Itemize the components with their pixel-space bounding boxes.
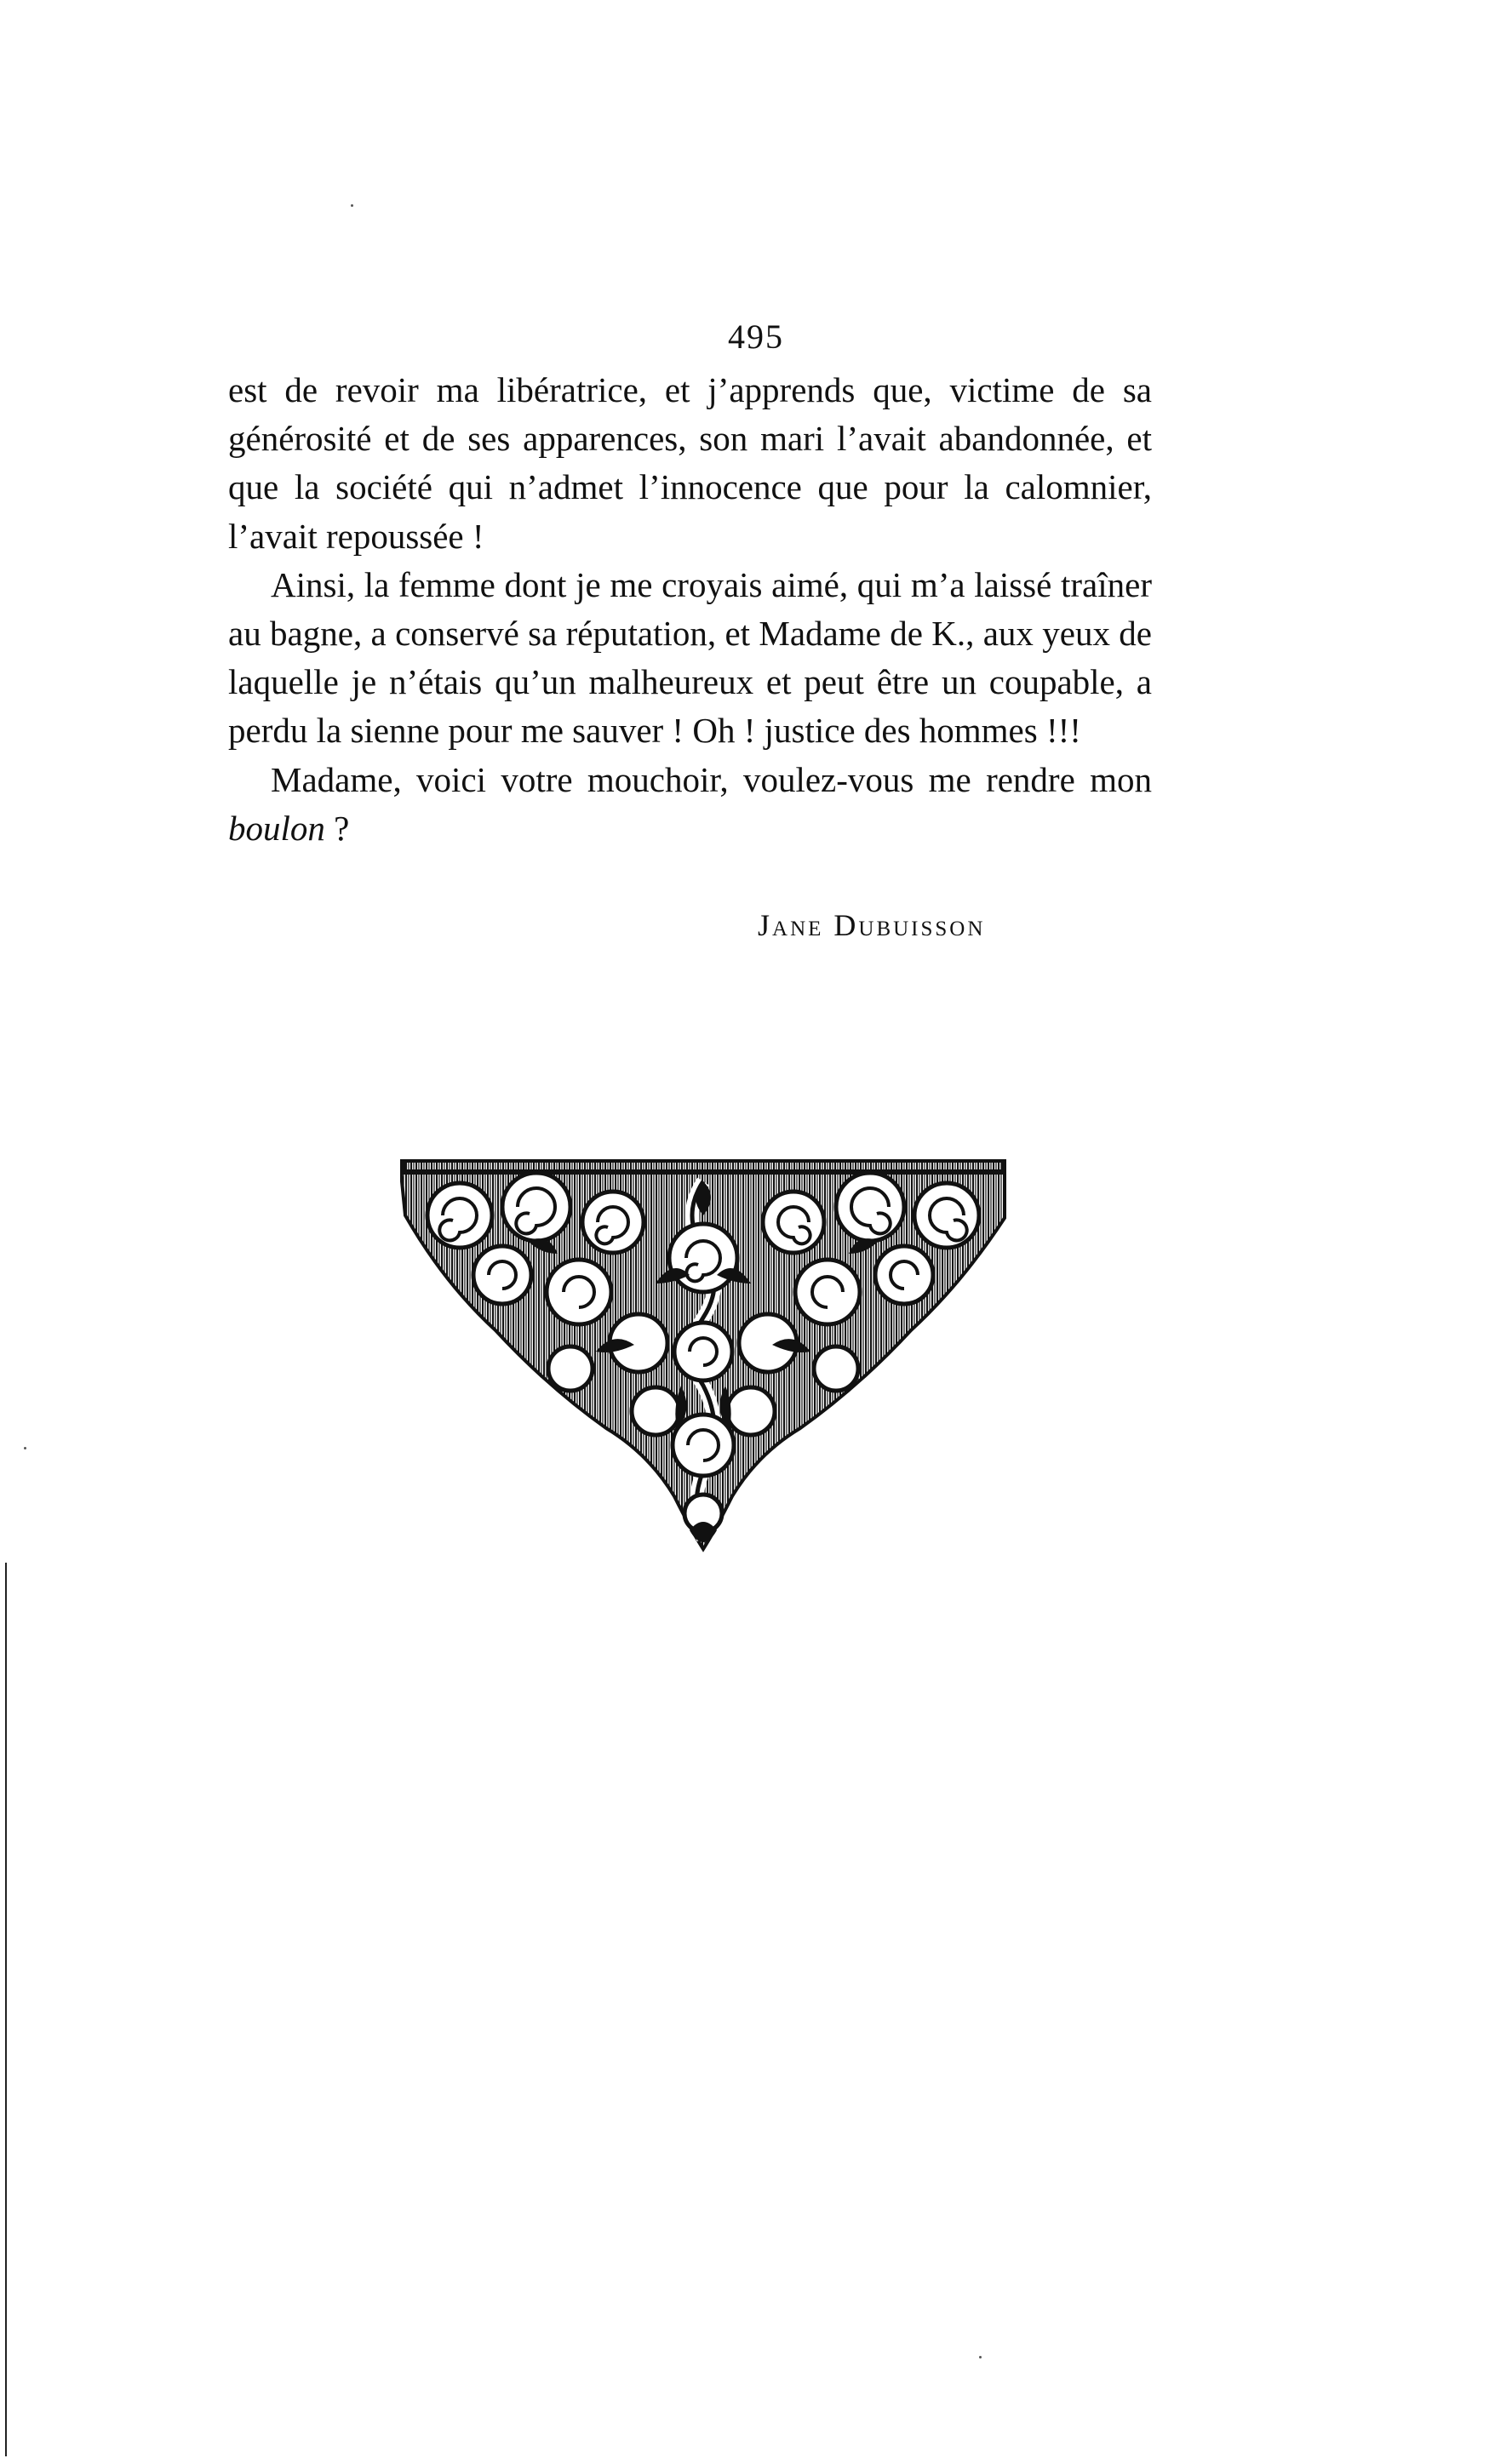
scan-speck bbox=[24, 1447, 26, 1449]
closing-punctuation: ? bbox=[324, 808, 350, 848]
italic-word: boulon bbox=[228, 808, 325, 848]
author-signature: Jane Dubuisson bbox=[758, 908, 986, 942]
body-text bbox=[228, 366, 1152, 853]
scan-edge-line bbox=[5, 1563, 7, 2456]
arabesque-tailpiece-ornament-icon bbox=[400, 1156, 1006, 1556]
paragraph-2: Ainsi, la femme dont je me croyais aimé, qui m’a laissé traîner au bagne, a conservé sa réputation, et Madame de K., aux yeux de laquelle je n’étais qu’un malheureux et peut être un coupable, a perdu la sienne pour me sauver ! Oh ! justice des hommes !!! bbox=[228, 564, 1152, 751]
scan-speck bbox=[979, 2356, 982, 2358]
paragraph-1: est de revoir ma libératrice, et j’apprends que, victime de sa générosité et de ses apparences, son mari l’avait abandonnée, et que la société qui n’admet l’innocence que pour la calomnier, l’avait repoussée ! bbox=[228, 370, 1152, 556]
scan-speck bbox=[351, 204, 353, 207]
paragraph-3 bbox=[228, 756, 1152, 853]
paragraph-3-text: Madame, voici votre mouchoir, voulez-vous me rendre mon bbox=[271, 759, 1152, 799]
page-number: 495 bbox=[728, 317, 784, 356]
